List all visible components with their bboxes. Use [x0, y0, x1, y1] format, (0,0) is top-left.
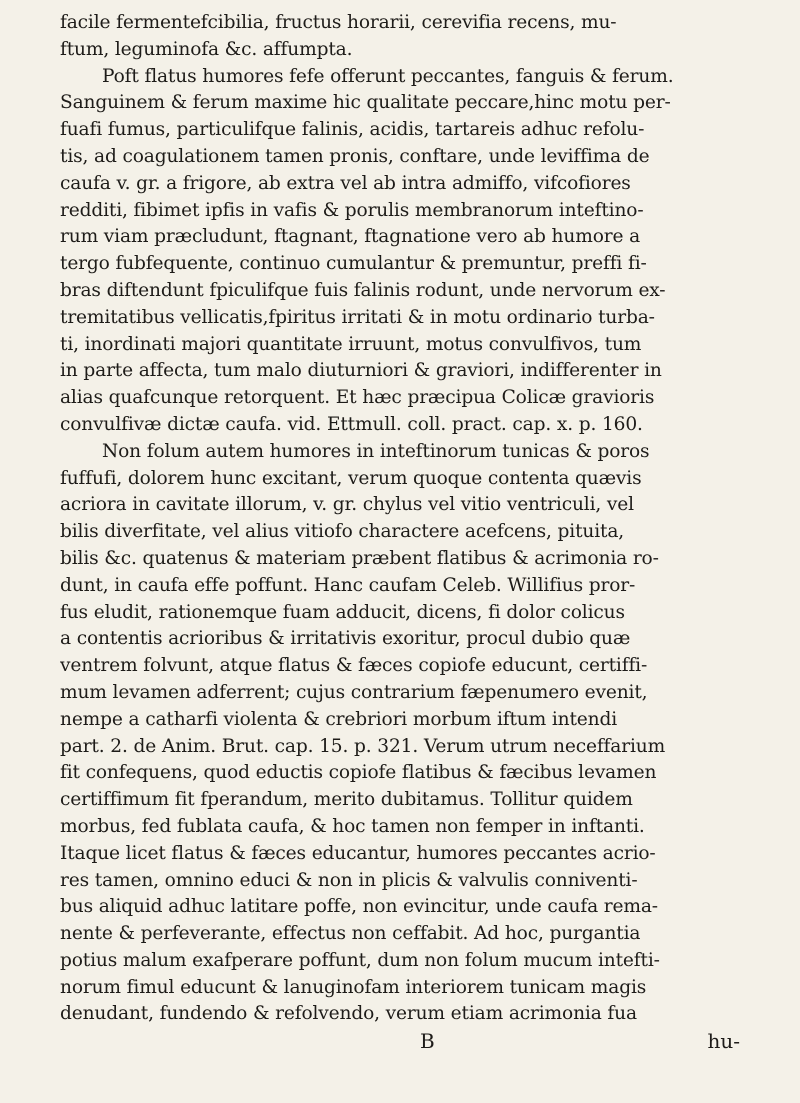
text-line: potius malum exafperare poffunt, dum non folum mucum intefti-	[60, 949, 660, 971]
text-line: Poft flatus humores fefe offerunt peccantes, fanguis & ferum.	[102, 65, 674, 87]
text-line: nempe a catharfi violenta & crebriori morbum iftum intendi	[60, 708, 618, 730]
text-line: norum fimul educunt & lanuginofam interiorem tunicam magis	[60, 976, 647, 998]
text-line: convulfivæ dictæ caufa. vid. Ettmull. coll. pract. cap. x. p. 160.	[60, 413, 643, 435]
text-line: ventrem folvunt, atque flatus & fæces copiofe educunt, certiffi-	[60, 655, 648, 677]
text-line: facile fermentefcibilia, fructus horarii, cerevifia recens, mu-	[60, 12, 617, 33]
text-line: redditi, fibimet ipfis in vafis & porulis membranorum inteftino-	[60, 199, 644, 221]
text-line: Itaque licet flatus & fæces educantur, humores peccantes acrio-	[60, 842, 656, 864]
text-line: morbus, fed fublata caufa, & hoc tamen non femper in inftanti.	[60, 815, 645, 837]
text-line: fuffufi, dolorem hunc excitant, verum quoque contenta quævis	[60, 467, 642, 489]
text-line: tergo fubfequente, continuo cumulantur & premuntur, preffi fi-	[60, 253, 647, 275]
text-line: a contentis acrioribus & irritativis exoritur, procul dubio quæ	[60, 628, 631, 650]
text-line: res tamen, omnino educi & non in plicis & valvulis conniventi-	[60, 869, 638, 891]
text-line: bilis diverfitate, vel alius vitiofo charactere acefcens, pituita,	[60, 521, 625, 543]
text-line: fit confequens, quod eductis copiofe flatibus & fæcibus levamen	[60, 762, 657, 784]
text-line: ti, inordinati majori quantitate irruunt, motus convulfivos, tum	[60, 333, 642, 355]
text-line: nente & perfeverante, effectus non ceffabit. Ad hoc, purgantia	[60, 923, 641, 945]
text-line: in parte affecta, tum malo diuturniori & graviori, indifferenter in	[60, 360, 662, 382]
text-line: mum levamen adferrent; cujus contrarium fæpenumero evenit,	[60, 681, 648, 703]
text-line: bus aliquid adhuc latitare poffe, non evincitur, unde caufa rema-	[60, 896, 658, 918]
body-text	[60, 10, 764, 1028]
page-footer	[60, 1028, 764, 1054]
text-line: tis, ad coagulationem tamen pronis, conftare, unde leviffima de	[60, 145, 650, 167]
text-line: bras diftendunt fpiculifque fuis falinis rodunt, unde nervorum ex-	[60, 279, 666, 301]
signature-mark: B	[420, 1029, 435, 1054]
text-line: denudant, fundendo & refolvendo, verum etiam acrimonia fua	[60, 1003, 637, 1025]
text-line: part. 2. de Anim. Brut. cap. 15. p. 321. Verum utrum neceffarium	[60, 735, 666, 757]
text-line: certiffimum fit fperandum, merito dubitamus. Tollitur quidem	[60, 789, 633, 811]
text-line: Sanguinem & ferum maxime hic qualitate peccare,hinc motu per-	[60, 92, 671, 114]
text-line: fuafi fumus, particulifque falinis, acidis, tartareis adhuc refolu-	[60, 119, 645, 141]
text-line: dunt, in caufa effe poffunt. Hanc caufam Celeb. Willifius pror-	[60, 574, 636, 596]
text-line: bilis &c. quatenus & materiam præbent flatibus & acrimonia ro-	[60, 547, 659, 569]
catchword: hu-	[707, 1029, 740, 1054]
text-line: Non folum autem humores in inteftinorum tunicas & poros	[102, 440, 650, 462]
text-line: tremitatibus vellicatis,fpiritus irritati & in motu ordinario turba-	[60, 306, 655, 328]
text-line: fus eludit, rationemque fuam adducit, dicens, fi dolor colicus	[60, 601, 625, 623]
text-line: alias quafcunque retorquent. Et hæc præcipua Colicæ gravioris	[60, 387, 655, 409]
text-line: caufa v. gr. a frigore, ab extra vel ab intra admiffo, vifcofiores	[60, 172, 631, 194]
text-line: acriora in cavitate illorum, v. gr. chylus vel vitio ventriculi, vel	[60, 494, 634, 516]
text-line: rum viam præcludunt, ftagnant, ftagnatione vero ab humore a	[60, 226, 641, 248]
text-line: ftum, leguminofa &c. affumpta.	[60, 38, 353, 60]
